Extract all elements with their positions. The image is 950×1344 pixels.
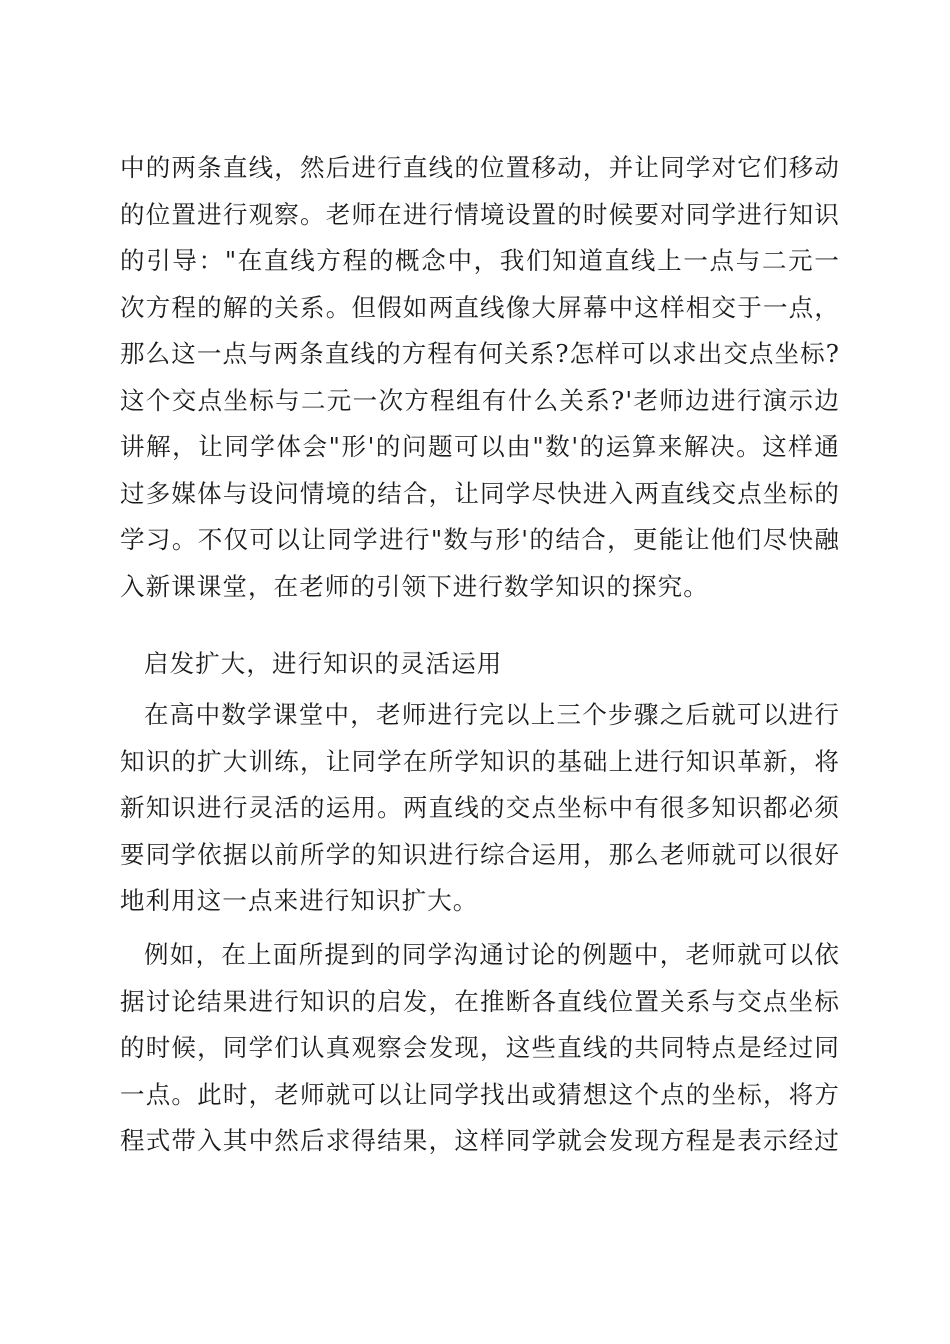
text-line: 知识的扩大训练，让同学在所学知识的基础上进行知识革新，将 — [120, 746, 840, 776]
paragraph-knowledge-expansion — [120, 692, 840, 925]
text-line: 例如，在上面所提到的同学沟通讨论的例题中，老师就可以依 — [144, 940, 840, 969]
text-line: 学习。不仅可以让同学进行"数与形'的结合，更能让他们尽快融 — [120, 525, 840, 554]
text-line: 程式带入其中然后求得结果，这样同学就会发现方程是表示经过 — [120, 1126, 840, 1155]
text-line: 一点。此时，老师就可以让同学找出或猜想这个点的坐标，将方 — [120, 1079, 840, 1109]
text-line: 讲解，让同学体会"形'的问题可以由"数'的运算来解决。这样通 — [120, 432, 840, 461]
paragraph-multimedia-situation — [120, 145, 840, 610]
text-line: 在高中数学课堂中，老师进行完以上三个步骤之后就可以进行 — [144, 700, 840, 729]
section-heading-text: 启发扩大，进行知识的灵活运用 — [144, 649, 503, 678]
text-line: 那么这一点与两条直线的方程有何关系?怎样可以求出交点坐标? — [120, 339, 840, 368]
text-line: 次方程的解的关系。但假如两直线像大屏幕中这样相交于一点， — [120, 292, 840, 322]
text-line: 的位置进行观察。老师在进行情境设置的时候要对同学进行知识 — [120, 199, 840, 229]
section-heading-inspire-expand — [120, 641, 840, 688]
text-line: 这个交点坐标与二元一次方程组有什么关系?'老师边进行演示边 — [120, 385, 840, 415]
text-line: 中的两条直线，然后进行直线的位置移动，并让同学对它们移动 — [120, 153, 840, 182]
text-line: 的引导："在直线方程的概念中，我们知道直线上一点与二元一 — [120, 246, 840, 275]
text-line: 据讨论结果进行知识的启发，在推断各直线位置关系与交点坐标 — [120, 986, 840, 1016]
text-line: 地利用这一点来进行知识扩大。 — [120, 886, 479, 915]
text-line: 新知识进行灵活的运用。两直线的交点坐标中有很多知识都必须 — [120, 793, 840, 822]
text-line: 要同学依据以前所学的知识进行综合运用，那么老师就可以很好 — [120, 839, 840, 869]
text-line: 过多媒体与设问情境的结合，让同学尽快进入两直线交点坐标的 — [120, 478, 840, 508]
text-line: 的时候，同学们认真观察会发现，这些直线的共同特点是经过同 — [120, 1033, 840, 1062]
text-line: 入新课课堂，在老师的引领下进行数学知识的探究。 — [120, 571, 709, 601]
paragraph-example — [120, 932, 840, 1165]
